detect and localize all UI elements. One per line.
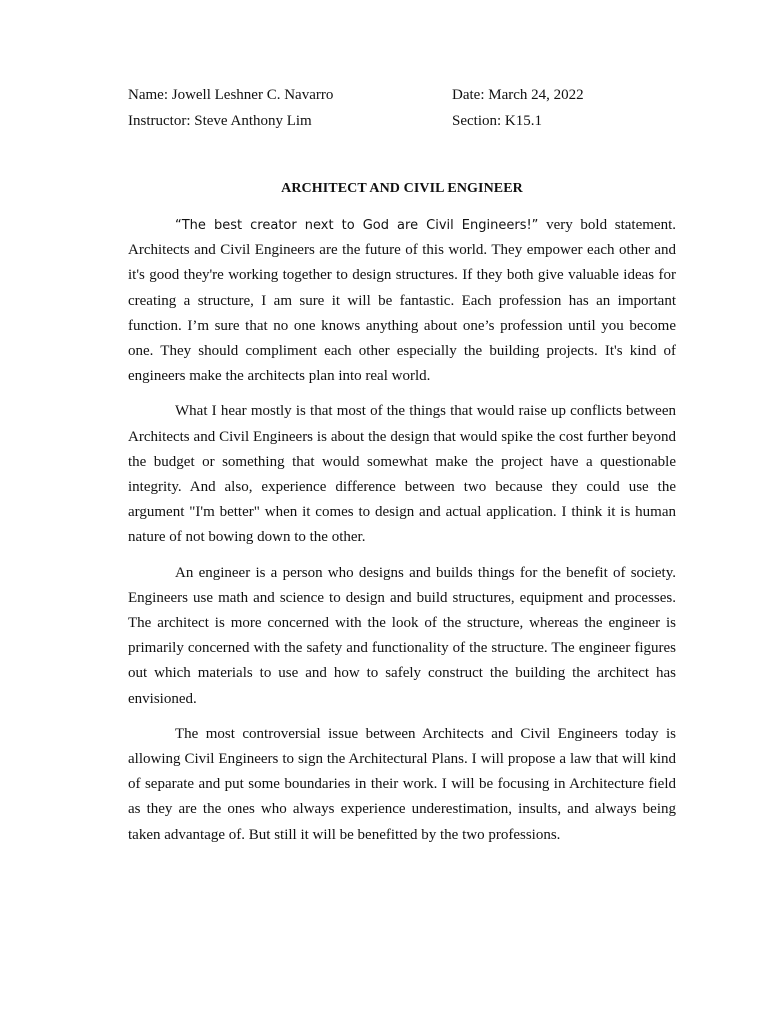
paragraph-4: The most controversial issue between Architects and Civil Engineers today is allowing Civil Engineers to sign the Architectural Plans. I will propose a law that will kind of separate and put some boundaries in their work. I will be focusing in Architecture field as they are the ones who always experience underestimation, insults, and always being taken advantage of. But still it will be benefitted by the two professions. [128,725,676,843]
header-row-name-date [128,85,648,105]
paragraph-2: What I hear mostly is that most of the things that would raise up conflicts between Architects and Civil Engineers is about the design that would spike the cost further beyond the budget or something that would somewhat make the project have a questionable integrity. And also, experience difference between two because they could use the argument "I'm better" when it comes to design and actual application. I think it is human nature of not bowing down to the other. [128,403,676,546]
class-section: Section: K15.1 [452,113,542,129]
essay-body [128,213,676,858]
student-name: Name: Jowell Leshner C. Navarro [128,87,334,103]
paragraph-3: An engineer is a person who designs and builds things for the benefit of society. Engineers use math and science to design and build structures, equipment and processes. The architect is more concerned with the look of the structure, whereas the engineer is primarily concerned with the safety and functionality of the structure. The engineer figures out which materials to use and how to safely construct the building the architect has envisioned. [128,564,676,707]
document-date: Date: March 24, 2022 [452,87,584,103]
instructor-name: Instructor: Steve Anthony Lim [128,113,312,129]
header-row-instructor-section [128,111,648,131]
paragraph-1 [128,213,676,389]
paragraph-1-text: very bold statement. Architects and Civil Engineers are the future of this world. They empower each other and it's good they're working together to design structures. If they both give valuable ideas for creating a structure, I am sure it will be fantastic. Each profession has an important function. I’m sure that no one knows anything about one’s profession until you become one. They should compliment each other especially the building projects. It's kind of engineers make the architects plan into real world. [128,217,676,385]
document-title: ARCHITECT AND CIVIL ENGINEER [281,181,523,196]
opening-quote: “The best creator next to God are Civil Engineers!” [175,218,539,233]
